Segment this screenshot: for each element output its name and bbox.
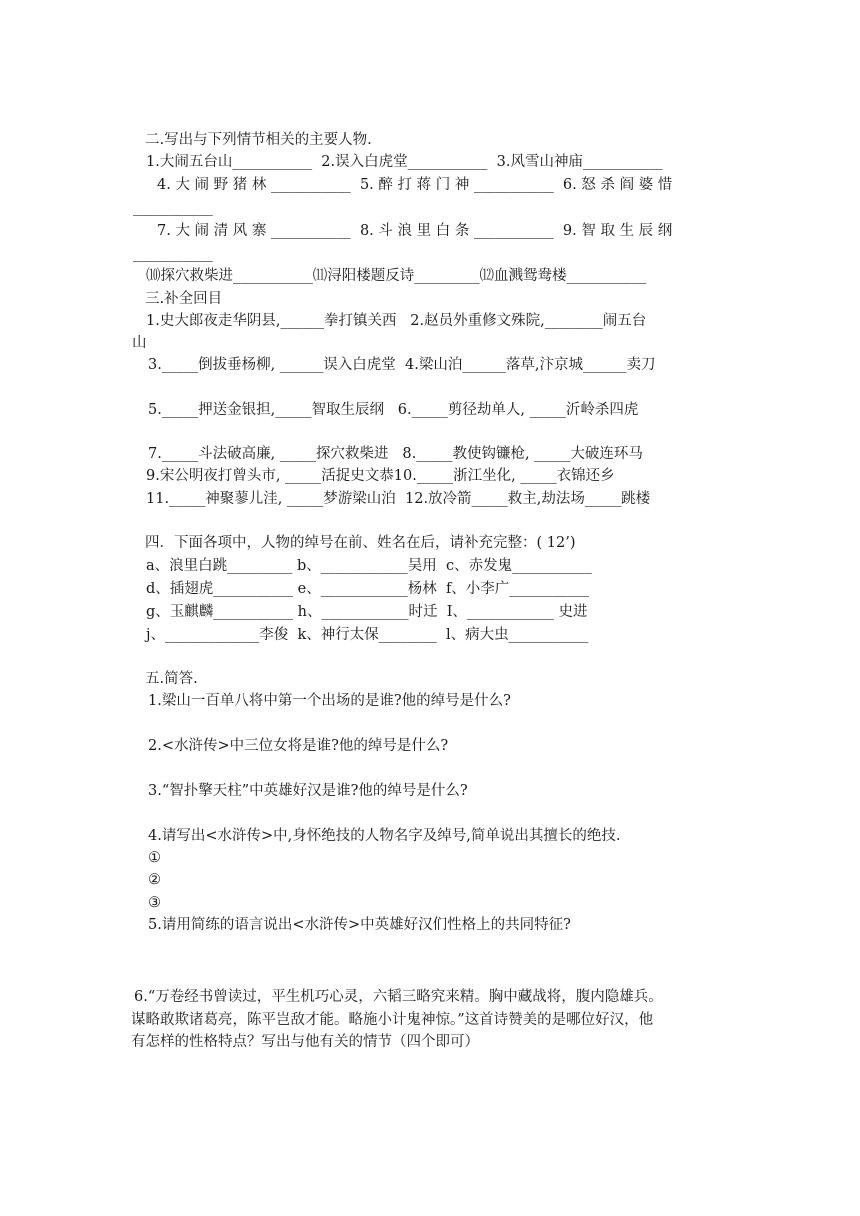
section3-line6: 11._____神聚蓼儿洼, _____梦游梁山泊 12.放冷箭_____救主,劫法场_____跳楼 xyxy=(146,491,651,507)
section3-line4: 7._____斗法破高廉, _____探穴救柴进 8._____教使钩镰枪, _____大破连环马 xyxy=(148,446,643,462)
answer-blank-2: ② xyxy=(148,872,161,888)
section5-q5: 5.请用简练的语言说出<水浒传>中英雄好汉们性格上的共同特征? xyxy=(148,917,571,933)
section2-heading: 二.写出与下列情节相关的主要人物. xyxy=(145,132,372,148)
section2-line4: ⑽探穴救柴进___________⑾浔阳楼题反诗_________⑿血溅鸳鸯楼___________ xyxy=(146,268,647,284)
answer-blank-1: ① xyxy=(148,850,161,866)
section3-line3: 5._____押送金银担,_____智取生辰纲 6._____剪径劫单人, _____沂岭杀四虎 xyxy=(148,402,639,418)
section2-line3: 7. 大 闹 清 风 寨 ___________ 8. 斗 浪 里 白 条 ___________ 9. 智 取 生 辰 纲 xyxy=(157,223,673,239)
section5-q6-line3: 有怎样的性格特点？写出与他有关的情节（四个即可） xyxy=(131,1034,479,1050)
section5-q6-line1: 6.“万卷经书曾读过，平生机巧心灵，六韬三略究来精。胸中藏战将，腹内隐雄兵。 xyxy=(134,989,663,1005)
section5-q6-line2: 谋略敢欺诸葛亮，陈平岂敌才能。略施小计鬼神惊。”这首诗赞美的是哪位好汉，他 xyxy=(131,1012,654,1028)
section4-line2: d、插翅虎___________ e、____________杨林 f、小李广___________ xyxy=(146,581,590,597)
section3-heading: 三.补全回目 xyxy=(145,291,223,307)
section5-q3: 3.“智扑擎天柱”中英雄好汉是谁?他的绰号是什么? xyxy=(148,783,468,799)
section4-line1: a、浪里白跳_________ b、____________吴用 c、赤发鬼___________ xyxy=(146,558,592,574)
section2-line2-cont: ___________ xyxy=(133,200,213,216)
section2-line3-cont: ___________ xyxy=(133,246,213,262)
answer-blank-3: ③ xyxy=(148,895,161,911)
section5-heading: 五.简答. xyxy=(145,671,198,687)
section3-line2: 3._____倒拔垂杨柳, ______误入白虎堂 4.梁山泊______落草,汴京城______卖刀 xyxy=(148,357,656,373)
section4-heading: 四．下面各项中，人物的绰号在前、姓名在后，请补充完整：( 12’) xyxy=(145,535,576,551)
section2-line1: 1.大闹五台山___________ 2.误入白虎堂___________ 3.风雪山神庙___________ xyxy=(146,154,663,170)
section5-q1: 1.梁山一百单八将中第一个出场的是谁?他的绰号是什么? xyxy=(148,693,511,709)
section2-line2: 4. 大 闹 野 猪 林 ___________ 5. 醉 打 蒋 门 神 ___________ 6. 怒 杀 阎 婆 惜 xyxy=(157,177,673,193)
section3-line5: 9.宋公明夜打曾头市, _____活捉史文恭10._____浙江坐化, _____衣锦还乡 xyxy=(146,468,615,484)
section5-q2: 2.<水浒传>中三位女将是谁?他的绰号是什么? xyxy=(148,738,449,754)
section3-line1-cont: 山 xyxy=(132,335,147,351)
section4-line3: g、玉麒麟___________ h、____________时迁 I、____________ 史进 xyxy=(146,604,588,620)
section5-q4: 4.请写出<水浒传>中,身怀绝技的人物名字及绰号,简单说出其擅长的绝技. xyxy=(148,828,621,844)
section3-line1: 1.史大郎夜走华阴县,______拳打镇关西 2.赵员外重修文殊院,________闹五台 xyxy=(146,313,647,329)
section4-line4: j、_____________李俊 k、神行太保________ l、病大虫___________ xyxy=(146,627,589,643)
